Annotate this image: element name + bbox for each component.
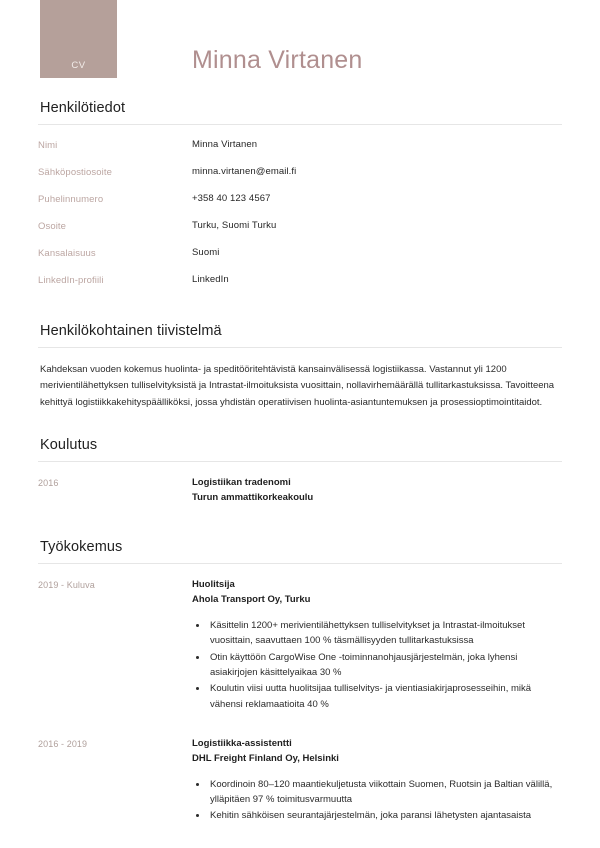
info-value: Turku, Suomi Turku (192, 220, 277, 231)
section-title-education: Koulutus (40, 436, 98, 453)
list-item: • Otin käyttöön CargoWise One -toiminnanohjausjärjestelmän, joka lyhensi asiakirjojen käsittelyaikaa 30 % (208, 650, 562, 681)
experience-company: DHL Freight Finland Oy, Helsinki (192, 752, 339, 764)
info-label: LinkedIn-profiili (38, 275, 104, 286)
section-personal-details (38, 100, 562, 286)
info-value: minna.virtanen@email.fi (192, 166, 297, 177)
cv-header (0, 0, 600, 100)
experience-entry (38, 737, 562, 825)
experience-entry (38, 578, 562, 713)
section-work-experience (38, 539, 562, 824)
info-row-linkedin (38, 274, 562, 286)
section-divider (38, 347, 562, 348)
info-label: Puhelinnumero (38, 194, 104, 205)
section-title-personal-summary: Henkilökohtainen tiivistelmä (40, 323, 222, 339)
experience-period: 2019 - Kuluva (38, 580, 95, 591)
section-divider (38, 461, 562, 462)
experience-company: Ahola Transport Oy, Turku (192, 594, 311, 606)
section-divider (38, 563, 562, 564)
section-title-personal-details: Henkilötiedot (40, 100, 126, 116)
info-label: Sähköpostiosoite (38, 167, 112, 178)
info-value: Suomi (192, 247, 220, 258)
education-period: 2016 (38, 477, 59, 488)
education-entry-body (192, 476, 562, 505)
experience-role: Logistiikka-assistentti (192, 738, 292, 750)
experience-bullet-list (192, 777, 562, 824)
section-divider (38, 124, 562, 125)
info-value-linkedin[interactable]: LinkedIn (192, 274, 229, 285)
section-education (38, 437, 562, 505)
section-title-work-experience: Työkokemus (40, 539, 123, 556)
education-entry (38, 476, 562, 505)
list-item: • Koulutin viisi uutta huolitsijaa tulliselvitys- ja vientiasiakirjaprosesseihin, mikä vähensi reklamaatioita 40 % (208, 681, 562, 712)
info-row-email (38, 166, 562, 178)
list-item: • Käsittelin 1200+ merivientilähettyksen tulliselvitykset ja Intrastat-ilmoitukset vuosittain, saavuttaen 100 % täsmällisyyden tullitarkastuksissa (208, 618, 562, 649)
cv-badge-label: CV (71, 60, 86, 71)
info-row-phone (38, 193, 562, 205)
info-value: Minna Virtanen (192, 139, 258, 150)
info-row-name (38, 139, 562, 151)
section-personal-summary (38, 323, 562, 411)
info-label: Osoite (38, 221, 67, 232)
experience-period: 2016 - 2019 (38, 739, 88, 750)
experience-entry-body (192, 578, 562, 713)
experience-role: Huolitsija (192, 579, 235, 591)
info-label: Nimi (38, 140, 58, 151)
education-institution: Turun ammattikorkeakoulu (192, 491, 314, 503)
info-row-address (38, 220, 562, 232)
experience-bullet-list (192, 618, 562, 712)
info-value: +358 40 123 4567 (192, 193, 271, 204)
info-row-nationality (38, 247, 562, 259)
candidate-name: Minna Virtanen (192, 46, 363, 74)
education-degree: Logistiikan tradenomi (192, 476, 291, 488)
info-label: Kansalaisuus (38, 248, 96, 259)
cv-badge (40, 0, 117, 78)
list-item: • Koordinoin 80–120 maantiekuljetusta viikottain Suomen, Ruotsin ja Baltian välillä, ylläpitäen 97 % toimitusvarmuutta (208, 777, 562, 808)
summary-paragraph: Kahdeksan vuoden kokemus huolinta- ja speditööritehtävistä kansainvälisessä logistiikassa. Vastannut yli 1200 merivientilähettyksen tulliselvityksistä ja Intrastat-ilmoituksista vuosittain, nollavirhemäärällä tullitarkastuksissa. Tavoitteena kehittyä logistiikkakehityspäälliköksi, jossa yhdistän operatiivisen huolinta-asiantuntemuksen ja prosessioptimointitaidot. (40, 364, 555, 408)
list-item: • Kehitin sähköisen seurantajärjestelmän, joka paransi lähetysten ajantasaista (208, 808, 562, 823)
experience-entry-body (192, 737, 562, 825)
